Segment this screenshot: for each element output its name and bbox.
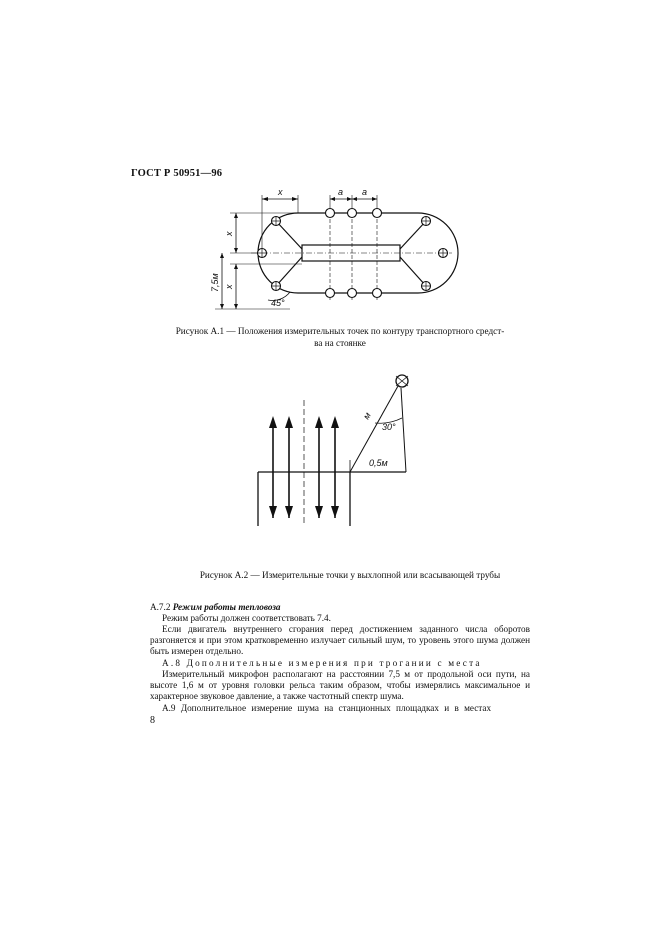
label-a1: a bbox=[338, 187, 344, 197]
measure-point bbox=[348, 289, 357, 298]
label-m: м bbox=[361, 410, 373, 421]
page-number: 8 bbox=[150, 715, 155, 726]
label-x-left-bottom: x bbox=[224, 284, 234, 289]
measure-point bbox=[373, 289, 382, 298]
caption-line: ва на стоянке bbox=[314, 338, 366, 348]
label-a2: a bbox=[362, 187, 368, 197]
document-code: ГОСТ Р 50951—96 bbox=[131, 168, 223, 179]
paragraph: А.9 Дополнительное измерение шума на станционных площадках и в местах bbox=[162, 703, 492, 713]
measure-point bbox=[373, 209, 382, 218]
figure-a1 bbox=[190, 180, 480, 320]
label-angle: 45° bbox=[271, 298, 285, 308]
paragraph: Измерительный микрофон располагают на расстоянии 7,5 м от продольной оси пути, на высоте 1,6 м от уровня головки рельса таким образом, чтобы измерялись максимальное и характерное звуковое давление, а также частотный спектр шума. bbox=[150, 669, 530, 702]
section-title: Режим работы тепловоза bbox=[172, 602, 281, 612]
label-distance-05: 0,5м bbox=[369, 458, 388, 468]
paragraph: Если двигатель внутреннего сгорания перед достижением заданного числа оборотов разгоняется и при этом кратковременно излучает сильный шум, то уровень этого шума должен быть измерен отдельно. bbox=[150, 624, 530, 657]
figure-a2 bbox=[245, 365, 420, 530]
label-x-top: x bbox=[278, 187, 283, 197]
label-x-left-top: x bbox=[224, 231, 234, 236]
section-a7-2-heading bbox=[150, 602, 530, 613]
label-distance: 7,5м bbox=[210, 273, 220, 292]
figure-a2-caption: Рисунок А.2 — Измерительные точки у выхлопной или всасывающей трубы bbox=[199, 570, 501, 580]
measure-point bbox=[326, 209, 335, 218]
label-angle-30: 30° bbox=[382, 422, 396, 432]
section-number: А.7.2 bbox=[150, 602, 173, 612]
section-a8-heading: А.8 Дополнительные измерения при трогании с места bbox=[162, 658, 482, 668]
caption-line: Рисунок А.1 — Положения измерительных точек по контуру транспортного средст- bbox=[175, 326, 505, 336]
measure-point bbox=[326, 289, 335, 298]
figure-a1-caption bbox=[150, 325, 530, 349]
measure-point bbox=[348, 209, 357, 218]
paragraph: Режим работы должен соответствовать 7.4. bbox=[162, 613, 331, 623]
